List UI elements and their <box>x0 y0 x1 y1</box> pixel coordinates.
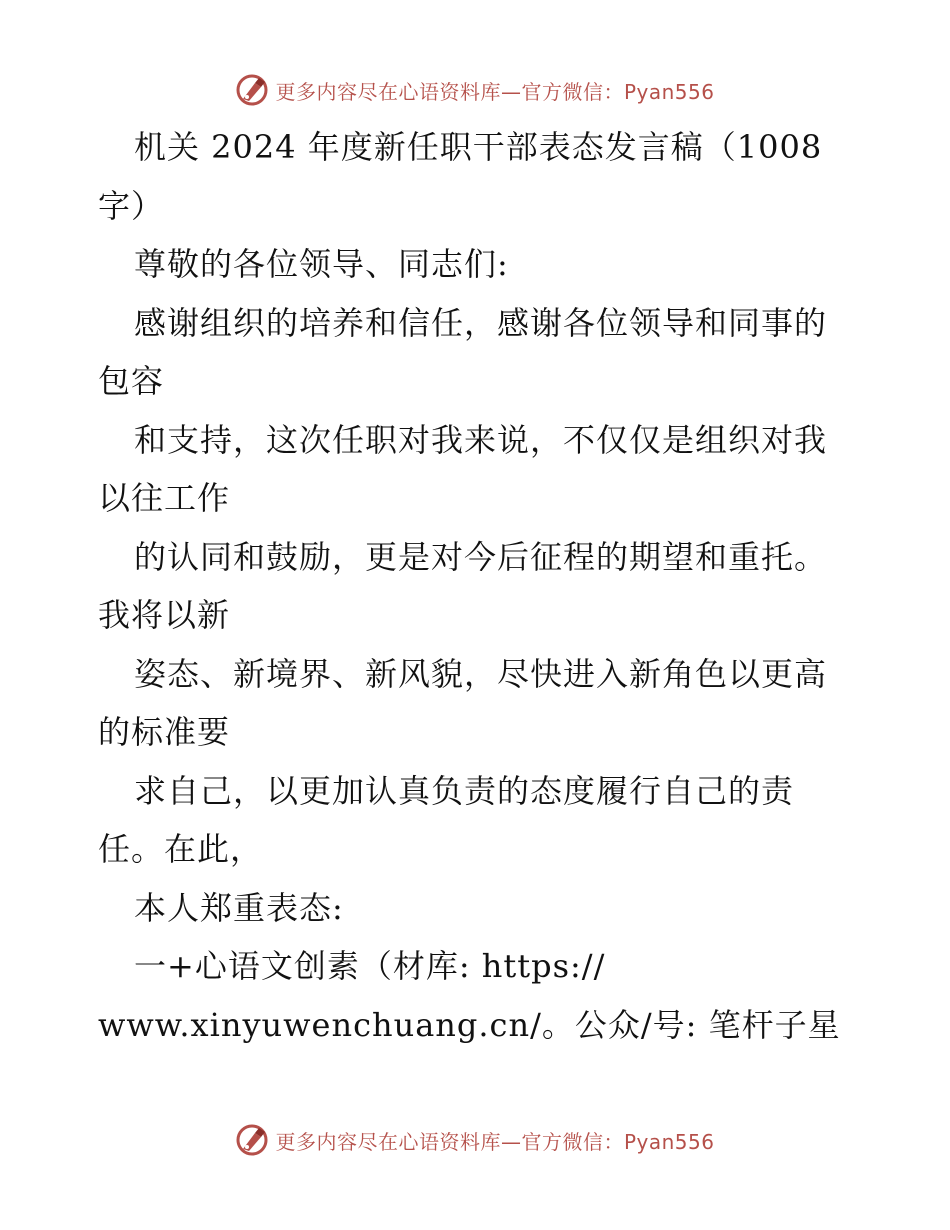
body-line: 本人郑重表态: <box>134 888 344 927</box>
body-line: 一+心语文创素（材库: https:// <box>134 947 606 985</box>
fountain-pen-logo-icon <box>235 73 269 107</box>
fountain-pen-logo-icon <box>235 1123 269 1157</box>
footer-banner <box>0 1120 950 1160</box>
body-line: 任。在此， <box>98 830 264 868</box>
document-title-line-2: 字） <box>98 186 165 225</box>
body-line: 的认同和鼓励，更是对今后征程的期望和重托。 <box>134 537 828 576</box>
body-line: 求自己，以更加认真负责的态度履行自己的责 <box>134 771 795 810</box>
body-line: 和支持，这次任职对我来说，不仅仅是组织对我 <box>134 420 828 459</box>
document-body <box>98 118 858 1054</box>
salutation: 尊敬的各位领导、同志们: <box>134 245 509 283</box>
header-banner-text: 更多内容尽在心语资料库—官方微信：Pyan556 <box>275 79 715 104</box>
body-line: 包容 <box>98 362 165 400</box>
footer-banner-text: 更多内容尽在心语资料库—官方微信：Pyan556 <box>275 1129 715 1154</box>
body-line: 感谢组织的培养和信任，感谢各位领导和同事的 <box>134 303 828 342</box>
body-line: www.xinyuwenchuang.cn/。公众/号: 笔杆子星 <box>98 1005 841 1044</box>
body-line: 姿态、新境界、新风貌，尽快进入新角色以更高 <box>134 654 828 693</box>
body-line: 的标准要 <box>98 713 231 751</box>
body-line: 以往工作 <box>98 479 231 517</box>
document-title-line-1: 机关 2024 年度新任职干部表态发言稿（1008 <box>134 128 823 166</box>
header-banner <box>0 70 950 110</box>
body-line: 我将以新 <box>98 596 231 634</box>
